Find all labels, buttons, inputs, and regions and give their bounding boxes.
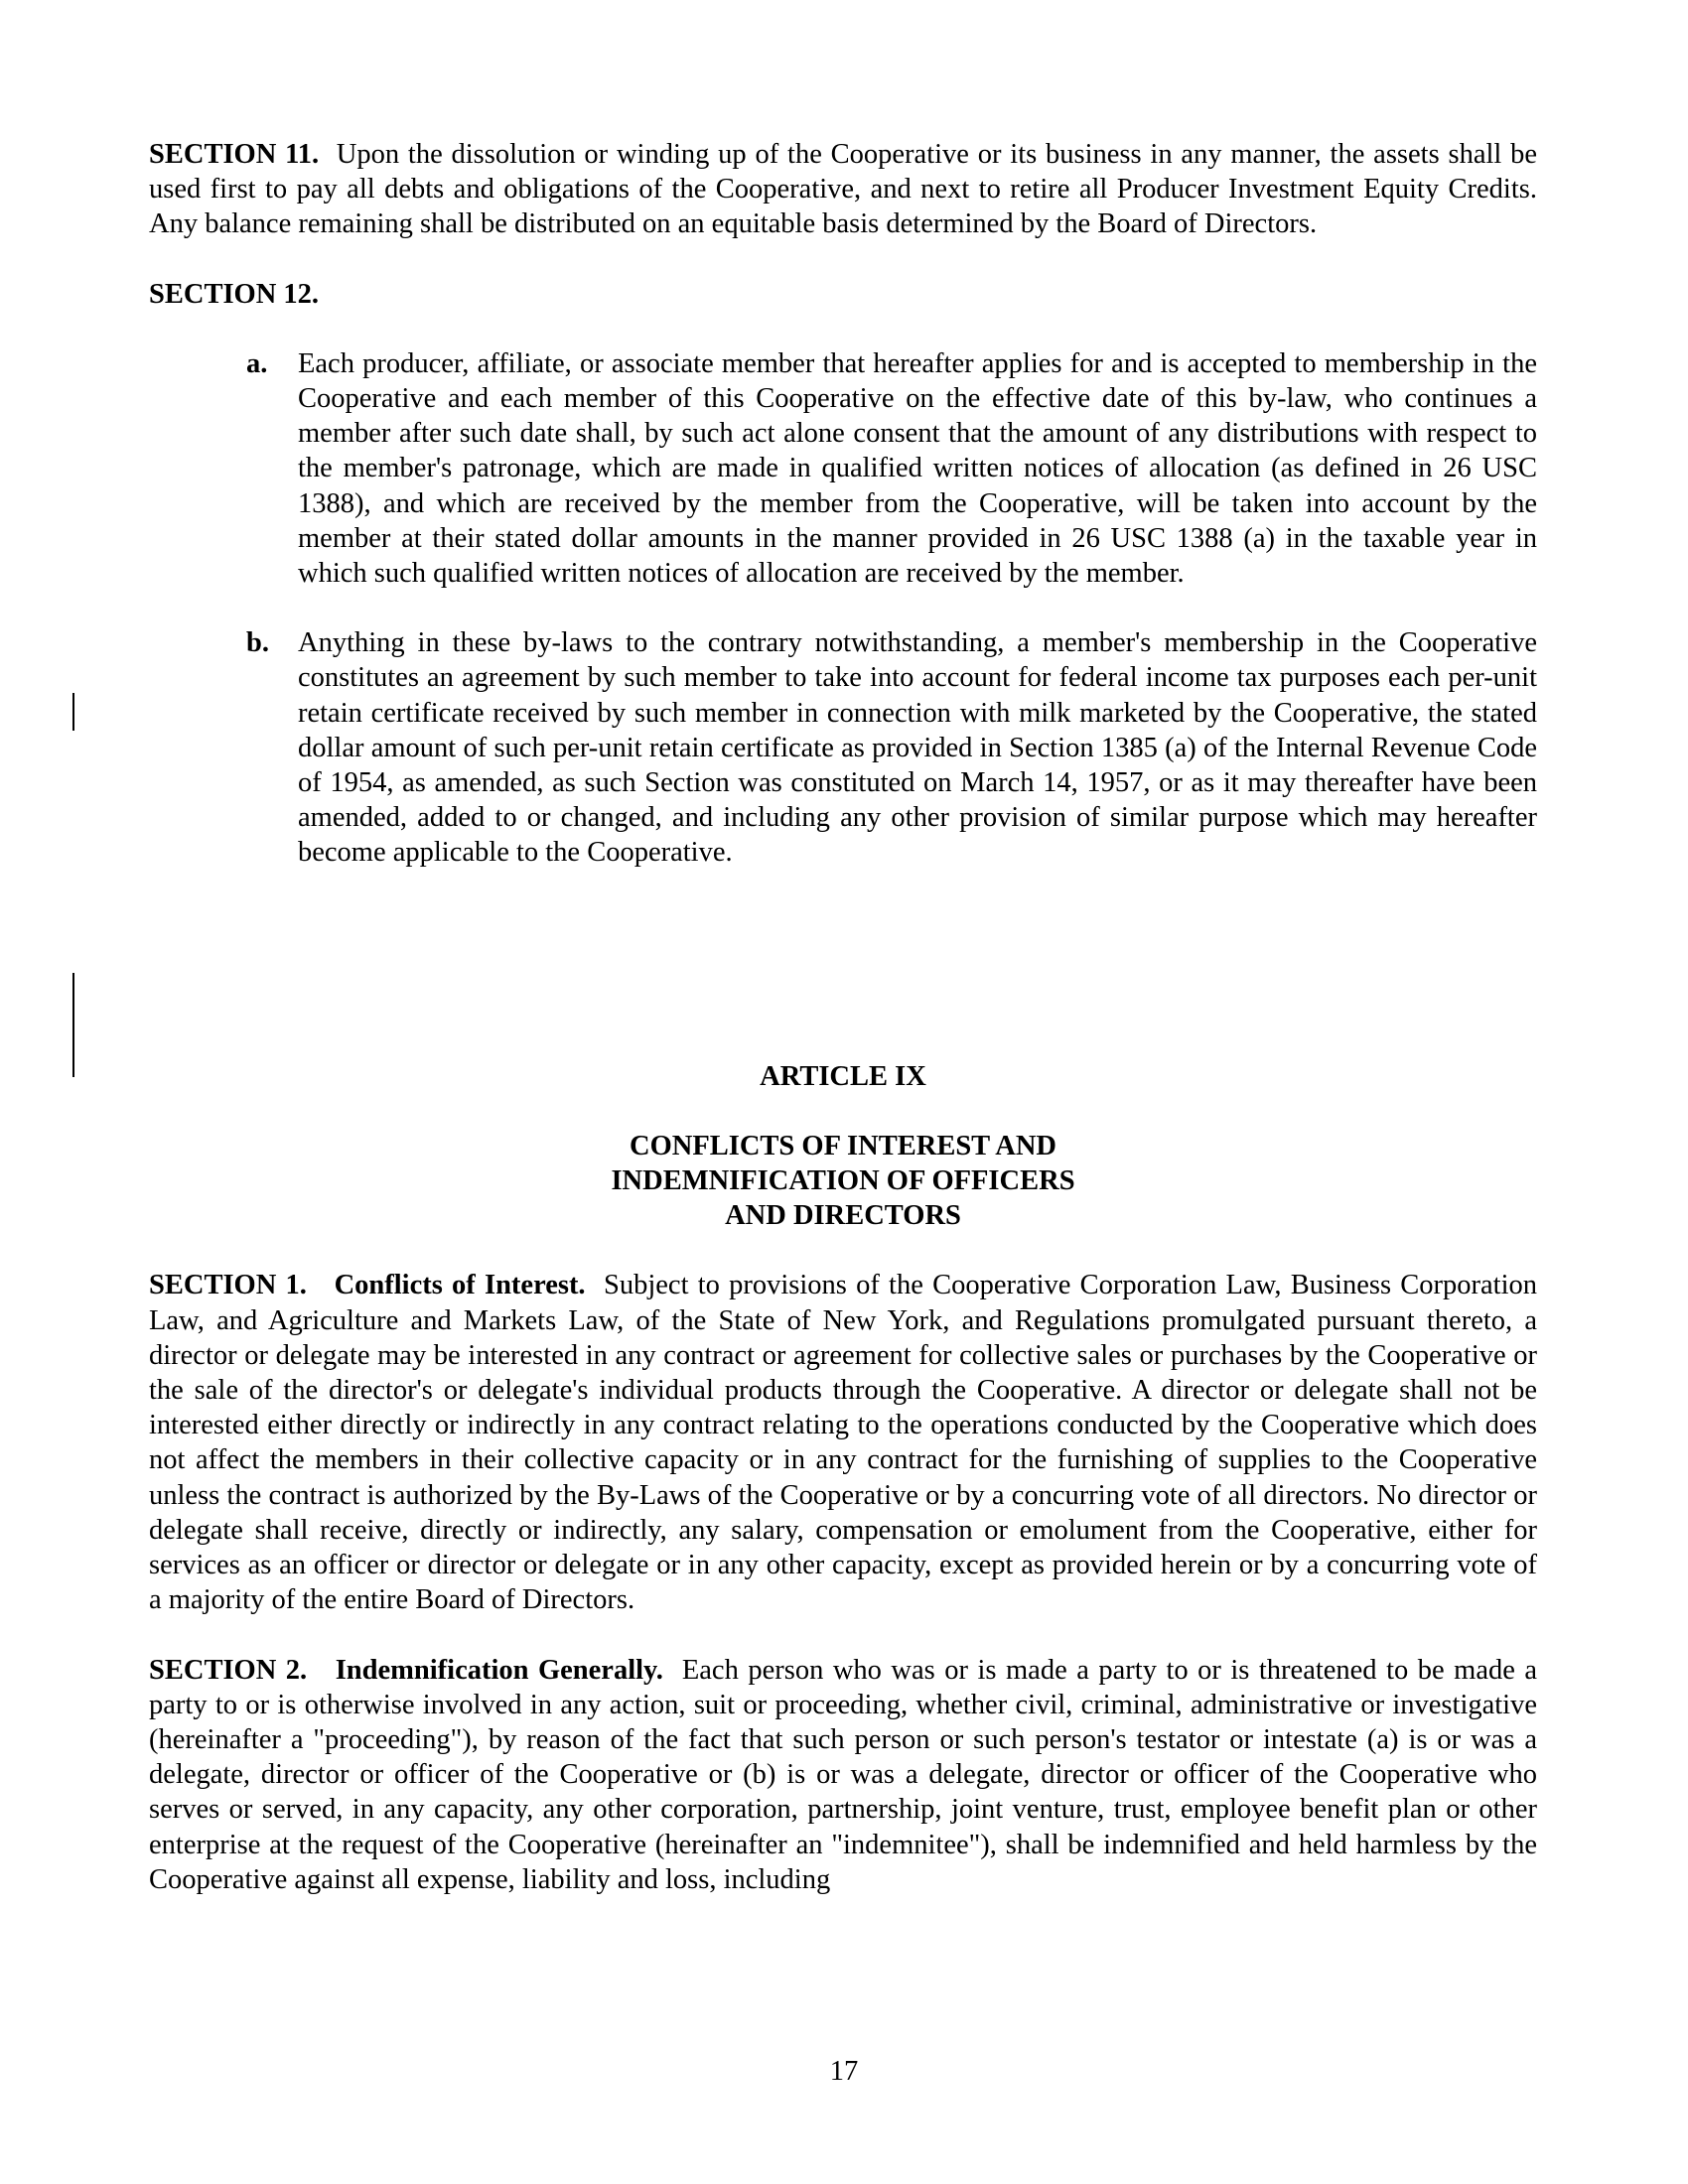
section-2-paragraph [149, 1653, 1537, 1897]
document-page [149, 137, 1537, 1897]
revision-bar-long [72, 973, 74, 1077]
section-1-text: Subject to provisions of the Cooperative Corporation Law, Business Corporation Law, and Agriculture and Markets Law, of the State of New York, and Regulations promulgated pursuant thereto, a director or delegate may be interested in any contract or agreement for collective sales or purchases by the Cooperative or the sale of the director's or delegate's individual products through the Cooperative. A director or delegate shall not be interested either directly or indirectly in any contract relating to the operations conducted by the Cooperative which does not affect the members in their collective capacity or in any contract for the furnishing of supplies to the Cooperative unless the contract is authorized by the By-Laws of the Cooperative or by a concurring vote of all directors. No director or delegate shall receive, directly or indirectly, any salary, compensation or emolument from the Cooperative, either for services as an officer or director or delegate or in any other capacity, except as provided herein or by a concurring vote of a majority of the entire Board of Directors. [149, 1270, 1537, 1616]
section-12-item-b [149, 625, 1537, 870]
article-number: ARTICLE IX [760, 1060, 926, 1092]
section-12-item-a [149, 346, 1537, 591]
article-title [149, 1129, 1537, 1234]
section-1-paragraph [149, 1268, 1537, 1617]
page-number: 17 [829, 2056, 859, 2087]
item-text: Each producer, affiliate, or associate member that hereafter applies for and is accepted to membership in the Cooperative and each member of this Cooperative on the effective date of this by-law, who continues a member after such date shall, by such act alone consent that the amount of any distributions with respect to the member's patronage, which are made in qualified written notices of allocation (as defined in 26 USC 1388), and which are received by the member from the Cooperative, will be taken into account by the member at their stated dollar amounts in the manner provided in 26 USC 1388 (a) in the taxable year in which such qualified written notices of allocation are received by the member. [298, 347, 1537, 590]
section-11-text: Upon the dissolution or winding up of the Cooperative or its business in any manner, the assets shall be used first to pay all debts and obligations of the Cooperative, and next to retire all Producer Investment Equity Credits. Any balance remaining shall be distributed on an equitable basis determined by the Board of Directors. [149, 139, 1538, 240]
section-1-heading: SECTION 1. [149, 1270, 307, 1301]
article-title-line: CONFLICTS OF INTEREST AND [630, 1130, 1056, 1161]
article-title-line: INDEMNIFICATION OF OFFICERS [611, 1165, 1075, 1197]
revision-bar-short [72, 693, 74, 731]
section-2-subheading: Indemnification Generally. [335, 1654, 663, 1686]
section-12-heading: SECTION 12. [149, 278, 320, 310]
article-title-line: AND DIRECTORS [725, 1200, 961, 1232]
item-text: Anything in these by-laws to the contrary notwithstanding, a member's membership in the Cooperative constitutes an agreement by such member to take into account for federal income tax purposes each per-unit retain certificate received by such member in connection with milk marketed by the Cooperative, the stated dollar amount of such per-unit retain certificate as provided in Section 1385 (a) of the Internal Revenue Code of 1954, as amended, as such Section was constituted on March 14, 1957, or as it may thereafter have been amended, added to or changed, and including any other provision of similar purpose which may hereafter become applicable to the Cooperative. [298, 627, 1537, 869]
section-11-heading: SECTION 11. [149, 139, 320, 170]
item-letter: b. [246, 627, 269, 659]
section-2-heading: SECTION 2. [149, 1654, 308, 1686]
section-2-text: Each person who was or is made a party to or is threatened to be made a party to or is otherwise involved in any action, suit or proceeding, whether civil, criminal, administrative or investigative (hereinafter a "proceeding"), by reason of the fact that such person or such person's testator or intestate (a) is or was a delegate, director or officer of the Cooperative or (b) is or was a delegate, director or officer of the Cooperative who serves or served, in any capacity, any other corporation, partnership, joint venture, trust, employee benefit plan or other enterprise at the request of the Cooperative (hereinafter an "indemnitee"), shall be indemnified and held harmless by the Cooperative against all expense, liability and loss, including [149, 1654, 1538, 1895]
section-11-paragraph [149, 137, 1537, 242]
item-letter: a. [246, 347, 268, 379]
section-1-subheading: Conflicts of Interest. [334, 1270, 586, 1301]
